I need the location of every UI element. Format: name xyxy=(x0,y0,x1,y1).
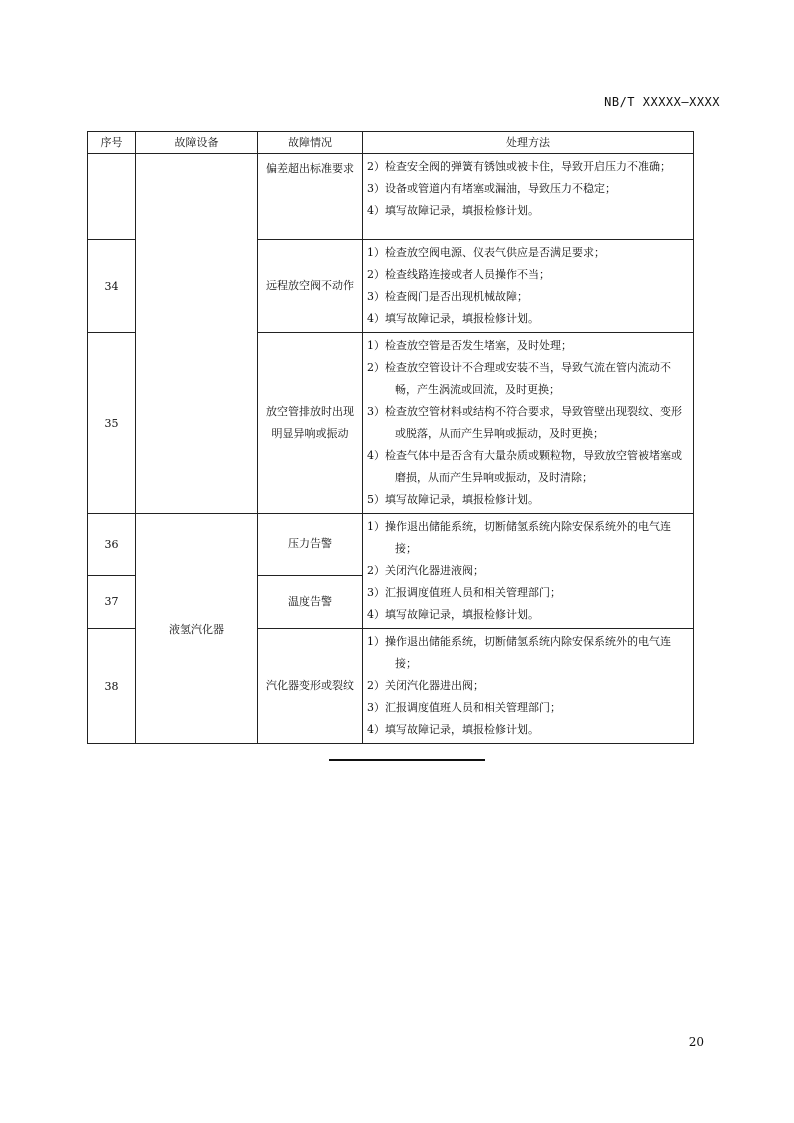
method-step: 1）操作退出储能系统，切断储氢系统内除安保系统外的电气连接； xyxy=(367,520,671,555)
standard-code: NB/T XXXXX—XXXX xyxy=(604,95,720,109)
method-step: 2）检查线路连接或者人员操作不当； xyxy=(367,268,550,281)
fault-condition: 汽化器变形或裂纹 xyxy=(258,629,363,744)
end-of-document-rule xyxy=(329,759,485,761)
fault-table xyxy=(87,131,694,744)
method-step: 2）关闭汽化器进液阀； xyxy=(367,564,484,577)
method-step: 4）填写故障记录，填报检修计划。 xyxy=(367,723,539,736)
method-step: 3）设备或管道内有堵塞或漏油，导致压力不稳定； xyxy=(367,182,616,195)
device-cell-continued xyxy=(136,154,258,514)
fault-condition: 温度告警 xyxy=(258,575,363,628)
method-step: 4）填写故障记录，填报检修计划。 xyxy=(367,204,539,217)
table-row xyxy=(88,514,694,576)
page-number: 20 xyxy=(688,1035,704,1049)
fault-condition: 偏差超出标准要求 xyxy=(258,154,363,240)
fault-condition: 放空管排放时出现明显异响或振动 xyxy=(258,333,363,514)
method-step: 4）填写故障记录，填报检修计划。 xyxy=(367,608,539,621)
col-header-no: 序号 xyxy=(88,132,136,154)
method-step: 2）检查放空管设计不合理或安装不当，导致气流在管内流动不畅，产生涡流或回流，及时更换； xyxy=(367,361,671,396)
table-header-row xyxy=(88,132,694,154)
method-cell xyxy=(363,154,694,240)
method-step: 1）检查放空阀电源、仪表气供应是否满足要求； xyxy=(367,246,605,259)
col-header-method: 处理方法 xyxy=(363,132,694,154)
method-step: 5）填写故障记录，填报检修计划。 xyxy=(367,493,539,506)
method-step: 3）汇报调度值班人员和相关管理部门； xyxy=(367,701,561,714)
method-cell-shared xyxy=(363,514,694,629)
method-step: 4）检查气体中是否含有大量杂质或颗粒物，导致放空管被堵塞或磨损，从而产生异响或振动，及时清除； xyxy=(367,449,682,484)
device-cell-vaporizer: 液氢汽化器 xyxy=(136,514,258,744)
method-step: 1）操作退出储能系统，切断储氢系统内除安保系统外的电气连接； xyxy=(367,635,671,670)
method-step: 2）检查安全阀的弹簧有锈蚀或被卡住，导致开启压力不准确； xyxy=(367,160,671,173)
method-step: 3）检查放空管材料或结构不符合要求，导致管壁出现裂纹、变形或脱落，从而产生异响或振动，及时更换； xyxy=(367,405,682,440)
fault-condition: 压力告警 xyxy=(258,514,363,576)
row-number: 34 xyxy=(88,240,136,333)
fault-condition: 远程放空阀不动作 xyxy=(258,240,363,333)
method-step: 3）汇报调度值班人员和相关管理部门； xyxy=(367,586,561,599)
method-cell xyxy=(363,333,694,514)
row-number: 38 xyxy=(88,629,136,744)
table-row xyxy=(88,154,694,240)
method-cell xyxy=(363,240,694,333)
method-step: 3）检查阀门是否出现机械故障； xyxy=(367,290,528,303)
method-step: 1）检查放空管是否发生堵塞，及时处理； xyxy=(367,339,572,352)
row-number: 37 xyxy=(88,575,136,628)
method-cell xyxy=(363,629,694,744)
row-number: 36 xyxy=(88,514,136,576)
row-number: 35 xyxy=(88,333,136,514)
method-step: 4）填写故障记录，填报检修计划。 xyxy=(367,312,539,325)
col-header-device: 故障设备 xyxy=(136,132,258,154)
col-header-condition: 故障情况 xyxy=(258,132,363,154)
method-step: 2）关闭汽化器进出阀； xyxy=(367,679,484,692)
row-number xyxy=(88,154,136,240)
